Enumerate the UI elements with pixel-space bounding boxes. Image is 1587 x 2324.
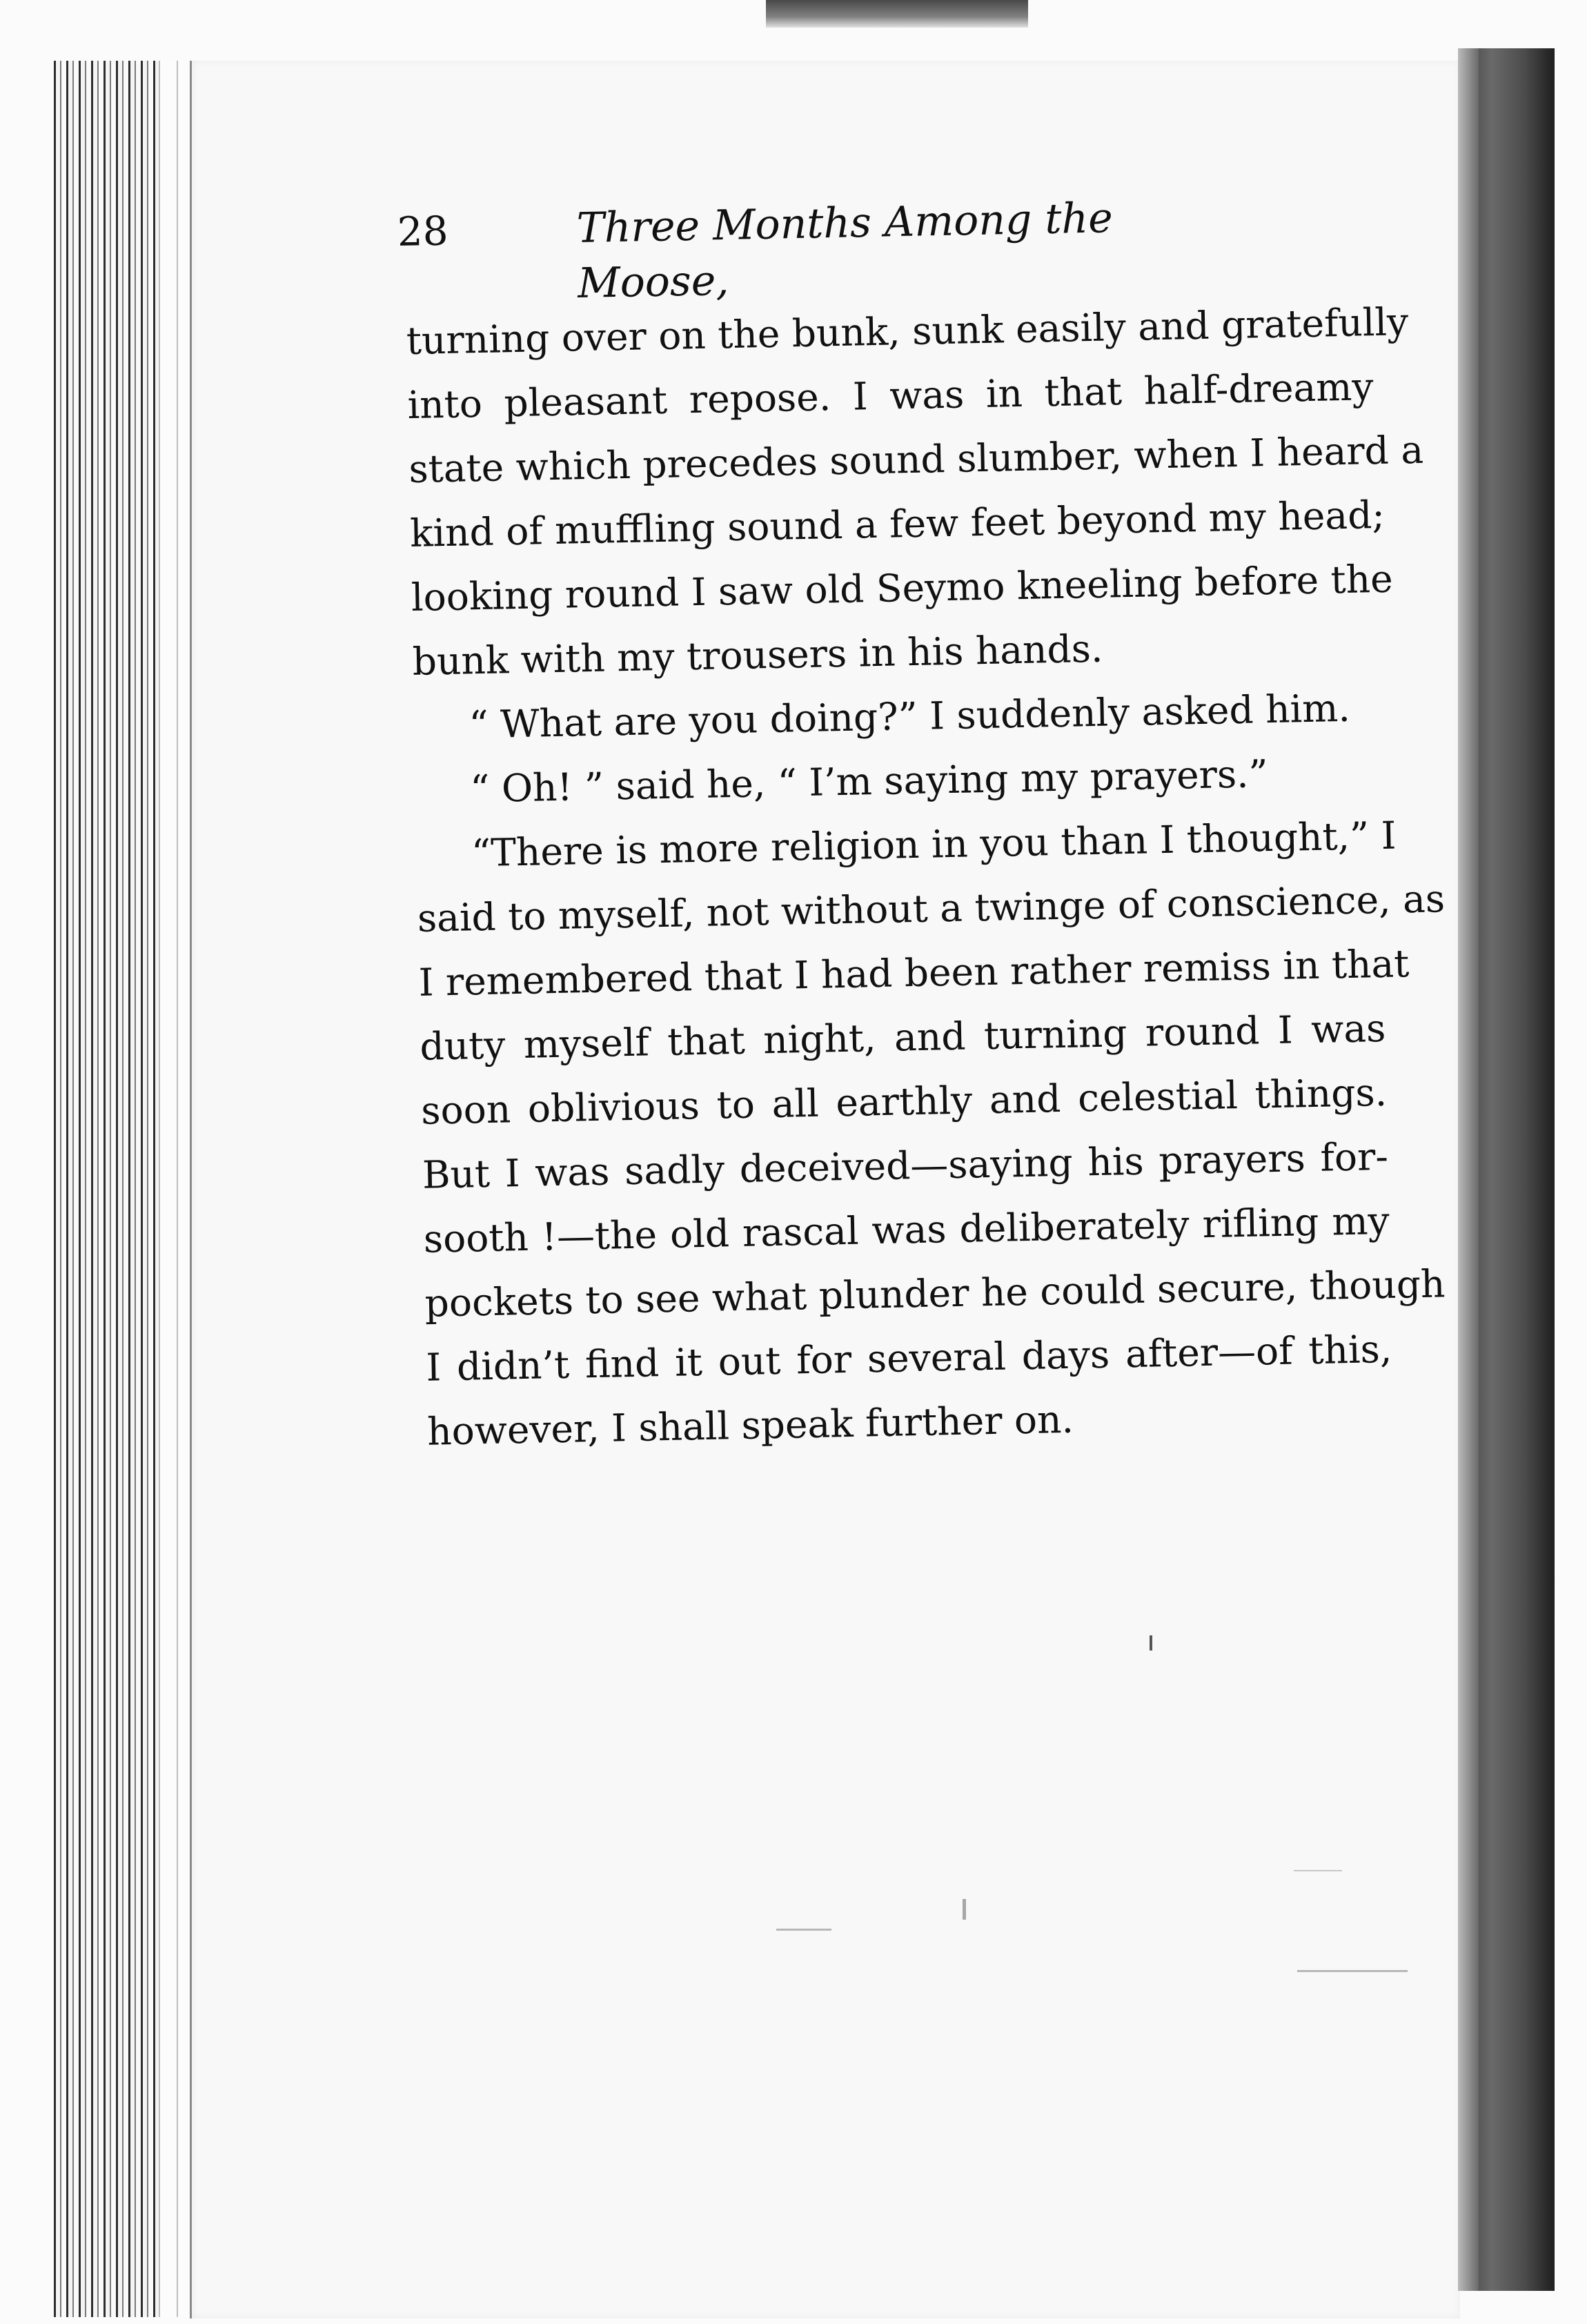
scan-speck (1297, 1970, 1408, 1972)
scan-speck (1150, 1635, 1152, 1651)
text-line: I didn’t find it out for several days after—of this, (425, 1326, 1392, 1390)
scan-speck (963, 1899, 966, 1920)
book-right-edge-highlight (1458, 48, 1479, 2291)
text-line: state which precedes sound slumber, when I heard a (408, 427, 1424, 491)
text-line: “ Oh! ” said he, “ I’m saying my prayers.” (469, 751, 1269, 811)
running-head: Three Months Among the Moose, (576, 194, 1114, 308)
scan-speck (1294, 1870, 1342, 1871)
text-line: But I was sadly deceived—saying his prayers for- (422, 1134, 1389, 1197)
text-line: turning over on the bunk, sunk easily and gratefully (406, 299, 1409, 363)
text-line: said to myself, not without a twinge of conscience, as (417, 876, 1446, 941)
text-line: “ What are you doing?” I suddenly asked him. (468, 685, 1351, 747)
text-line: sooth !—the old rascal was deliberately rifling my (423, 1198, 1390, 1261)
scan-speck (776, 1929, 831, 1931)
text-line: however, I shall speak further on. (426, 1397, 1074, 1454)
text-line: kind of muffling sound a few feet beyond my head; (409, 492, 1386, 555)
binding-strip (766, 0, 1028, 28)
page-number: 28 (397, 207, 449, 255)
text-line: pockets to see what plunder he could secure, though (424, 1261, 1446, 1326)
text-line: into pleasant repose. I was in that half-dreamy (407, 364, 1374, 427)
text-line: bunk with my trousers in his hands. (412, 626, 1103, 684)
text-line: “There is more religion in you than I thought,” I (471, 813, 1397, 876)
text-line: soon oblivious to all earthly and celestial things. (420, 1070, 1388, 1133)
body-text (406, 290, 1446, 1464)
text-line: looking round I saw old Seymo kneeling before the (411, 556, 1394, 620)
text-line: I remembered that I had been rather remiss in that (418, 941, 1410, 1005)
text-line: duty myself that night, and turning round I was (419, 1005, 1386, 1069)
